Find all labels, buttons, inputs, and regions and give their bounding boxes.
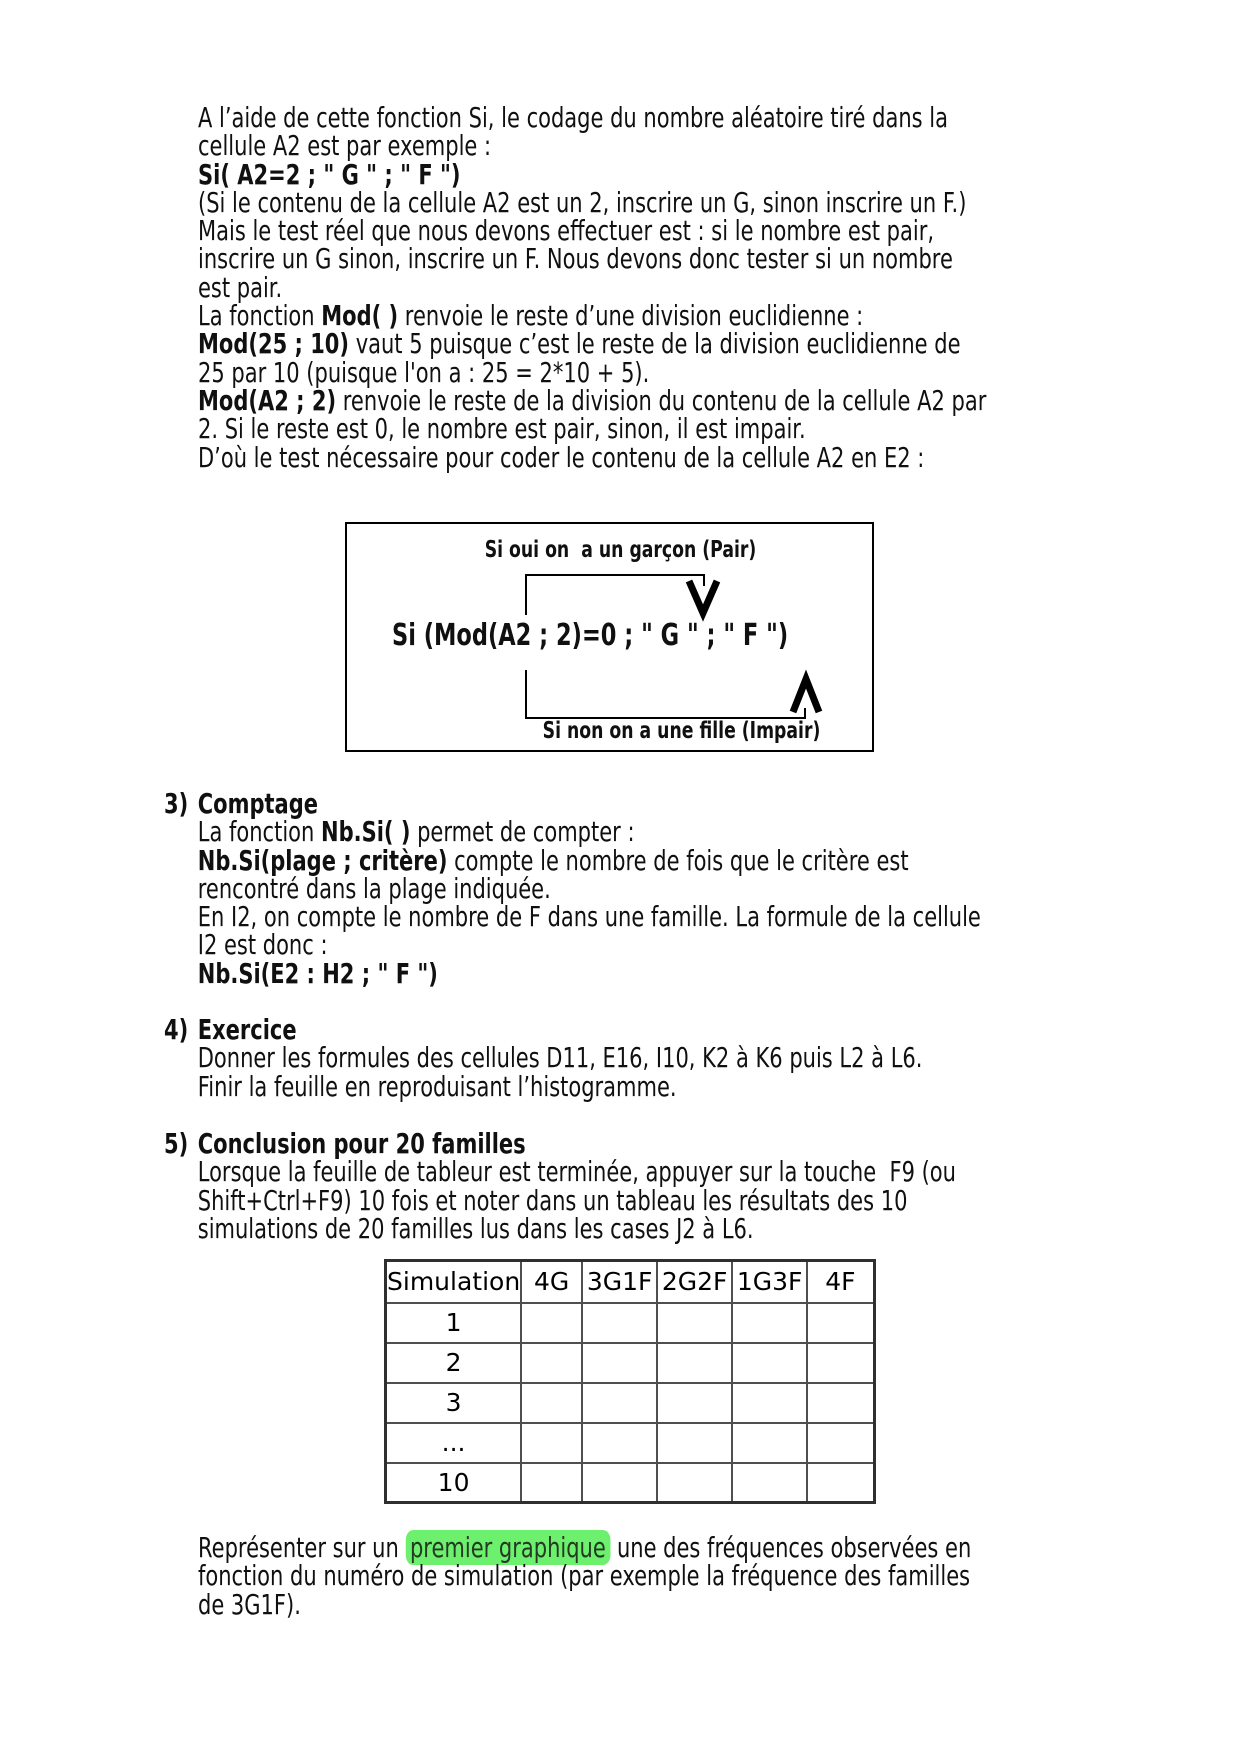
text-segment: Nb.Si( ) [320, 815, 411, 849]
table-cell [732, 1343, 807, 1383]
text-line [198, 327, 986, 361]
top-bracket-line [526, 575, 704, 615]
table-row [386, 1383, 875, 1423]
text-segment: D’où le test nécessaire pour coder le contenu de la cellule A2 en E2 : [198, 440, 925, 474]
section-heading [164, 1013, 922, 1046]
text-segment: cellule A2 est par exemple : [198, 129, 492, 163]
section-title: Exercice [197, 1013, 297, 1046]
text-line [197, 815, 981, 849]
text-segment: renvoie le reste d’une division euclidienne : [398, 299, 864, 333]
text-segment: Si( A2=2 ; " G " ; " F ") [198, 157, 461, 191]
table-header-cell: 1G3F [732, 1261, 807, 1303]
section-number: 4) [164, 1013, 189, 1046]
section-comptage [164, 787, 981, 990]
text-segment: renvoie le reste de la division du contenu de la cellule A2 par [336, 383, 987, 417]
text-segment: Lorsque la feuille de tableur est terminée, appuyer sur la touche F9 (ou [197, 1155, 956, 1189]
text-line [198, 270, 986, 304]
table-header-cell: 2G2F [657, 1261, 732, 1303]
text-line [197, 1069, 923, 1103]
text-segment: La fonction [197, 815, 321, 849]
text-segment: A l’aide de cette fonction Si, le codage du nombre aléatoire tiré dans la [198, 101, 948, 134]
text-segment: Finir la feuille en reproduisant l’histogramme. [197, 1069, 677, 1103]
text-segment: inscrire un G sinon, inscrire un F. Nous devons donc tester si un nombre [198, 242, 953, 276]
text-line [197, 928, 981, 962]
section-number: 5) [164, 1127, 189, 1160]
diagram-top-label: Si oui on a un garçon (Pair) [484, 537, 757, 563]
text-segment: Mais le test réel que nous devons effectuer est : si le nombre est pair, [198, 214, 935, 248]
text-line [197, 871, 981, 905]
text-segment: est pair. [198, 270, 283, 304]
table-cell [732, 1423, 807, 1463]
text-segment: En I2, on compte le nombre de F dans une famille. La formule de la cellule [197, 900, 981, 934]
text-line [198, 129, 986, 163]
table-cell [582, 1423, 657, 1463]
results-table [384, 1259, 876, 1504]
text-segment: une des fréquences observées en [610, 1531, 972, 1564]
text-line [198, 1587, 971, 1621]
table-cell [657, 1383, 732, 1423]
table-cell [732, 1463, 807, 1503]
highlighted-text: premier graphique [405, 1530, 610, 1565]
text-line [197, 1155, 956, 1189]
diagram-formula: Si (Mod(A2 ; 2)=0 ; " G " ; " F ") [392, 618, 789, 653]
text-line [198, 412, 986, 446]
table-cell [807, 1463, 874, 1503]
text-line [197, 1183, 956, 1217]
section-exercice [164, 1013, 923, 1103]
bottom-bracket-line [526, 670, 805, 718]
text-line [198, 1559, 971, 1593]
text-segment: Représenter sur un [198, 1531, 406, 1564]
section-body [197, 1155, 956, 1245]
table-cell [657, 1423, 732, 1463]
text-line [198, 1531, 972, 1564]
table-header-cell: 4F [807, 1261, 874, 1303]
section-number: 3) [164, 787, 189, 820]
text-segment: Donner les formules des cellules D11, E16, I10, K2 à K6 puis L2 à L6. [197, 1041, 923, 1075]
table-cell [807, 1383, 874, 1423]
text-line [198, 440, 986, 474]
text-segment: permet de compter : [410, 815, 635, 849]
table-row [386, 1343, 875, 1383]
table-cell: 10 [386, 1463, 522, 1503]
table-cell [521, 1423, 582, 1463]
text-segment: vaut 5 puisque c’est le reste de la division euclidienne de [349, 327, 961, 361]
table-cell [807, 1343, 874, 1383]
text-line [197, 1041, 923, 1075]
text-line [198, 214, 986, 248]
text-line [198, 101, 986, 134]
text-line [197, 843, 981, 877]
section-heading [164, 1127, 956, 1160]
text-segment: Mod(25 ; 10) [198, 327, 350, 361]
section-body [197, 1041, 923, 1103]
table-header-cell: Simulation [386, 1261, 522, 1303]
intro-paragraph [198, 101, 987, 474]
section-body [197, 815, 981, 990]
text-segment: (Si le contenu de la cellule A2 est un 2, inscrire un G, sinon inscrire un F.) [198, 185, 967, 219]
text-segment: Mod(A2 ; 2) [198, 383, 337, 417]
table-header-row [386, 1261, 875, 1303]
closing-paragraph [198, 1531, 972, 1621]
text-line [198, 157, 986, 191]
text-line [197, 956, 981, 990]
diagram-bottom-label: Si non on a une fille (Impair) [542, 718, 821, 744]
text-line [198, 242, 986, 276]
table-cell [521, 1463, 582, 1503]
text-segment: I2 est donc : [197, 928, 328, 962]
table-row [386, 1423, 875, 1463]
arrow-up-icon [793, 679, 819, 712]
text-segment: La fonction [198, 299, 322, 333]
table-cell [582, 1303, 657, 1343]
simulation-table-container [384, 1259, 876, 1504]
text-segment: rencontré dans la plage indiquée. [197, 871, 551, 905]
text-segment: simulations de 20 familles lus dans les cases J2 à L6. [197, 1211, 754, 1245]
text-segment: 2. Si le reste est 0, le nombre est pair, sinon, il est impair. [198, 412, 806, 446]
text-line [197, 1211, 956, 1245]
table-cell [657, 1303, 732, 1343]
section-title: Conclusion pour 20 familles [197, 1127, 526, 1160]
table-cell [582, 1343, 657, 1383]
table-cell [657, 1343, 732, 1383]
table-row [386, 1463, 875, 1503]
text-line [198, 355, 986, 389]
text-line [198, 185, 986, 219]
table-cell: 3 [386, 1383, 522, 1423]
text-line [198, 383, 987, 417]
table-cell [582, 1463, 657, 1503]
section-conclusion [164, 1127, 956, 1245]
text-segment: fonction du numéro de simulation (par exemple la fréquence des familles [198, 1559, 971, 1593]
table-cell [657, 1463, 732, 1503]
text-line [198, 299, 986, 333]
text-segment: Nb.Si(E2 : H2 ; " F ") [197, 956, 438, 990]
table-cell: ... [386, 1423, 522, 1463]
table-cell [732, 1383, 807, 1423]
section-heading [164, 787, 981, 820]
text-segment: compte le nombre de fois que le critère est [447, 843, 909, 877]
si-formula-diagram [345, 522, 874, 752]
text-segment: de 3G1F). [198, 1587, 301, 1621]
table-header-cell: 4G [521, 1261, 582, 1303]
table-row [386, 1303, 875, 1343]
text-segment: Nb.Si(plage ; critère) [197, 843, 448, 877]
table-cell [582, 1383, 657, 1423]
table-cell [807, 1303, 874, 1343]
table-cell: 2 [386, 1343, 522, 1383]
section-title: Comptage [197, 787, 318, 820]
text-line [197, 900, 981, 934]
table-cell: 1 [386, 1303, 522, 1343]
table-cell [807, 1423, 874, 1463]
table-cell [732, 1303, 807, 1343]
table-header-cell: 3G1F [582, 1261, 657, 1303]
text-segment: 25 par 10 (puisque l'on a : 25 = 2*10 + 5). [198, 355, 650, 389]
table-cell [521, 1383, 582, 1423]
text-segment: Shift+Ctrl+F9) 10 fois et noter dans un tableau les résultats des 10 [197, 1183, 908, 1217]
table-cell [521, 1303, 582, 1343]
text-segment: Mod( ) [321, 299, 399, 333]
table-cell [521, 1343, 582, 1383]
